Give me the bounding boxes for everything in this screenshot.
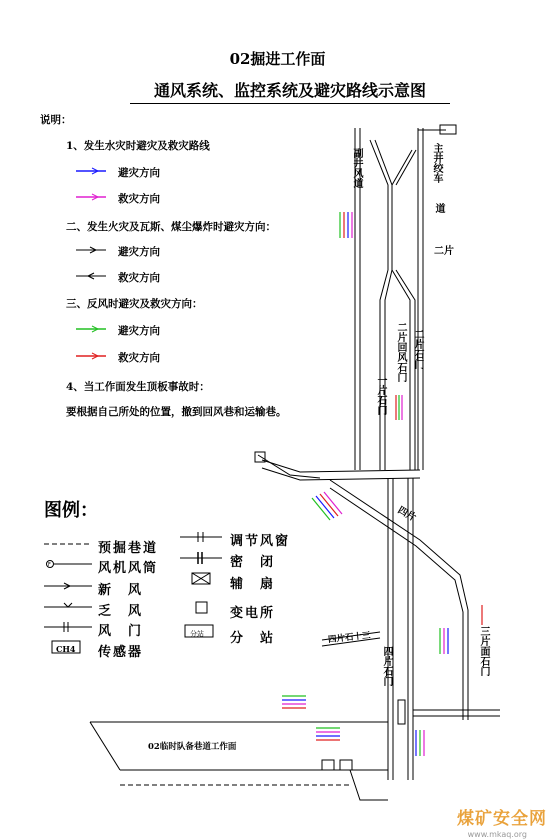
- legend-label-sensor: 传感器: [98, 645, 144, 660]
- sensor-box-lower: [398, 700, 405, 724]
- note-s3-item-2: 救灾方向: [118, 352, 160, 364]
- label-gao-bu: 四片石十三: [327, 630, 372, 646]
- svg-text:F: F: [48, 562, 51, 568]
- legend-symbol-substation: [196, 602, 207, 613]
- legend-symbol-return-air: [44, 603, 92, 607]
- arrows-diagonal: [312, 492, 342, 520]
- watermark-logo: 煤矿安全网: [457, 809, 547, 829]
- note-s2-item-2: 救灾方向: [118, 272, 160, 284]
- arrows-shaft-bottom: [416, 730, 424, 756]
- note-section-2-title: 二、发生火灾及瓦斯、煤尘爆炸时避灾方向：: [66, 221, 276, 233]
- legend-sensor-badge: CH4: [56, 644, 76, 654]
- legend-label-booster-fan: 辅 扇: [230, 577, 276, 592]
- label-er-pian-crosscut: 二片石门: [412, 329, 423, 369]
- label-er-pian: 二片: [434, 246, 454, 257]
- note-section-3-title: 三、反风时避灾及救灾方向：: [66, 298, 203, 310]
- arrows-top-left: [340, 212, 352, 238]
- note-line-water-rescue: [76, 194, 106, 200]
- legend-symbol-air-door: [44, 622, 92, 632]
- note-line-reverse-escape: [76, 326, 106, 332]
- note-s3-item-1: 避灾方向: [118, 325, 160, 337]
- substation-box-bottom-2: [322, 760, 334, 770]
- diagram-subtitle: 通风系统、监控系统及避灾路线示意图: [130, 78, 450, 104]
- note-line-fire-escape: [76, 247, 106, 253]
- legend-label-fresh-air: 新 风: [98, 583, 144, 598]
- legend-symbol-booster-fan: [192, 573, 210, 584]
- note-s1-item-2: 救灾方向: [118, 193, 160, 205]
- label-si-pian-crosscut: 四片石门: [381, 646, 392, 686]
- substation-box-bottom: [340, 760, 352, 770]
- legend-label-substation: 变电所: [230, 606, 276, 621]
- legend-label-planned-roadway: 预掘巷道: [98, 541, 159, 556]
- legend-symbol-fresh-air: [44, 583, 92, 589]
- legend-symbol-regulator: [180, 532, 222, 542]
- legend-label-return-air: 乏 风: [98, 604, 144, 619]
- legend-title: 图例：: [44, 500, 98, 521]
- legend-symbol-seal: [180, 552, 222, 564]
- watermark-url: www.mkaq.org: [467, 830, 527, 839]
- label-dao: 道: [433, 203, 444, 213]
- label-auxiliary-shaft: 副井风道: [351, 148, 362, 188]
- label-yi-pian: 一片石门: [375, 375, 386, 415]
- arrows-mid-right: [396, 395, 402, 420]
- legend-symbol-fan-duct: [47, 561, 93, 569]
- note-s2-item-1: 避灾方向: [118, 246, 160, 258]
- legend-symbol-sensor: [52, 641, 80, 653]
- label-san-pian: 三片面石门: [478, 626, 489, 676]
- note-line-water-escape: [76, 168, 106, 174]
- note-section-1-title: 1、发生水灾时避灾及救灾路线: [66, 140, 210, 152]
- note-section-4-text: 要根据自己所处的位置，撤到回风巷和运输巷。: [66, 406, 287, 418]
- label-working-face: 02临时队备巷道工作面: [148, 742, 237, 752]
- legend-label-fan-duct: 风机风筒: [98, 561, 159, 576]
- legend-label-regulator: 调节风窗: [230, 534, 291, 549]
- legend-station-box-text: 分站: [190, 630, 204, 638]
- arrows-right-lower: [440, 605, 482, 654]
- note-s1-item-1: 避灾方向: [118, 167, 160, 179]
- label-si-pian: 四片: [395, 504, 418, 524]
- legend-label-substation-box: 分 站: [230, 631, 276, 646]
- label-main-shaft: 主井绞车: [431, 143, 442, 183]
- legend-label-seal: 密 闭: [230, 555, 276, 570]
- roadways: [90, 128, 500, 800]
- notes-header: 说明：: [40, 114, 72, 126]
- arrows-bottom-left: [282, 696, 340, 740]
- note-line-fire-rescue: [76, 273, 106, 279]
- label-er-pian-return: 二片回风石门: [395, 322, 406, 382]
- diagram-title: 02掘进工作面: [229, 50, 326, 68]
- note-section-4-title: 4、当工作面发生顶板事故时：: [66, 381, 210, 393]
- note-line-reverse-rescue: [76, 353, 106, 359]
- legend-label-air-door: 风 门: [98, 624, 144, 639]
- legend-symbol-station: [185, 625, 213, 637]
